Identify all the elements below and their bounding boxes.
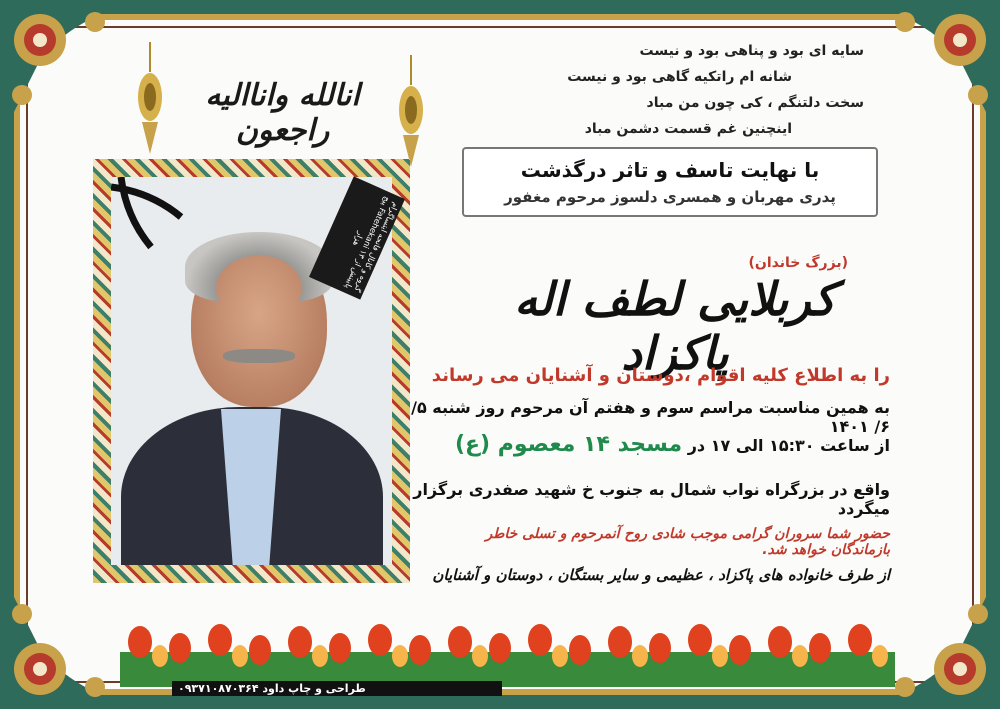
poem-line: شانه ام راتکیه گاهی بود و نیست xyxy=(567,69,792,85)
quran-verse: انالله وانااليه راجعون xyxy=(205,78,360,148)
poem-line: سایه ای بود و پناهی بود و نیست xyxy=(639,43,864,59)
corner-ornament-icon xyxy=(0,0,140,140)
mourning-ribbon-icon xyxy=(111,177,231,297)
deceased-title: (بزرگ خاندان) xyxy=(748,255,848,271)
invitation-line: حضور شما سروران گرامی موجب شادی روح آنمرحوم و تسلی خاطر بازماندگان خواهد شد. xyxy=(485,526,890,558)
mosque-name: مسجد ۱۴ معصوم (ع) xyxy=(454,432,683,457)
from-line: از طرف خانواده های پاکزاد ، عظیمی و سایر بستگان ، دوستان و آشنایان xyxy=(432,566,890,584)
poem-line: سخت دلتنگم ، کی چون من مباد xyxy=(646,95,864,111)
time-prefix: از ساعت ۱۵:۳۰ الی ۱۷ در xyxy=(687,436,890,455)
location-line: واقع در بزرگراه نواب شمال به جنوب خ شهید صفدری برگزار میگردد xyxy=(413,480,890,518)
inform-line: را به اطلاع کلیه اقوام ،دوستان و آشنایان می رساند xyxy=(431,365,890,386)
ribbon-text: گروه و کانال فاتحه ایتساگرام پیج Fatehekani پایینش از ۱۳ هزار xyxy=(343,195,401,293)
portrait-mustache xyxy=(223,349,295,363)
lantern-icon xyxy=(397,55,425,170)
printer-credit: طراحی و چاپ داود ۰۹۳۷۱۰۸۷۰۳۶۴ xyxy=(172,681,502,696)
corner-ornament-icon xyxy=(860,0,1000,140)
announcement-title: با نهایت تاسف و تاثر درگذشت xyxy=(520,158,820,182)
deceased-name: کربلایی لطف اله پاکزاد xyxy=(514,272,836,380)
ceremony-line: به همین مناسبت مراسم سوم و هفتم آن مرحوم روز شنبه ۵/ ۶/ ۱۴۰۱ xyxy=(411,398,890,436)
corner-ornament-icon xyxy=(0,569,140,709)
tulip-border-icon xyxy=(120,612,895,687)
poem-line: اینچنین غم قسمت دشمن مباد xyxy=(584,121,792,137)
announcement-box xyxy=(462,147,878,217)
poem xyxy=(444,38,864,142)
lantern-icon xyxy=(136,42,164,157)
time-line xyxy=(430,432,890,457)
announcement-subtitle: پدری مهربان و همسری دلسوز مرحوم مغفور xyxy=(504,188,836,206)
